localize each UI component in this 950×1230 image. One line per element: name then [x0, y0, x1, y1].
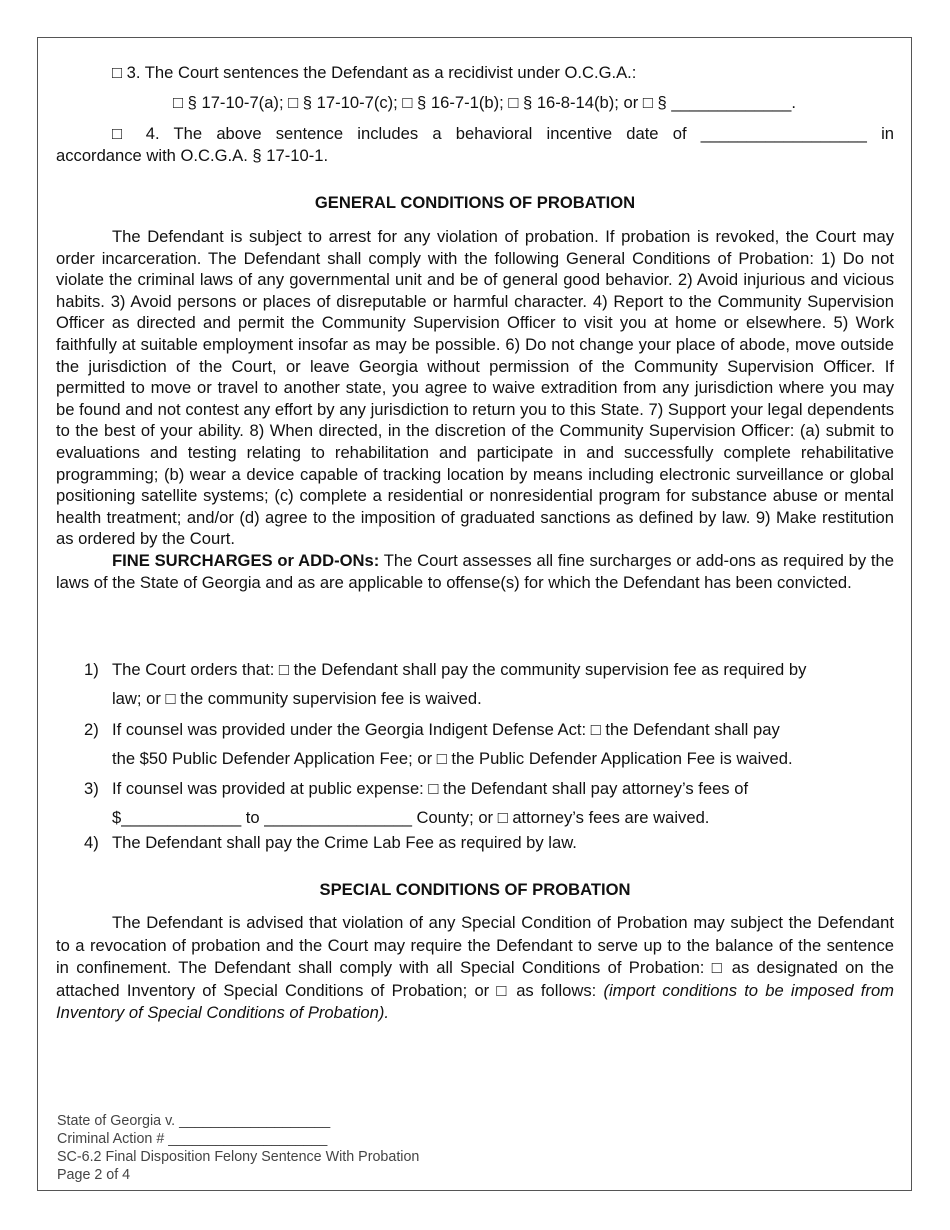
fine-item-number: 2): [84, 720, 99, 739]
special-conditions-text: The Defendant is advised that violation of any Special Condition of Probation may subject the Defendant to a revocation of probation and the Court may require the Defendant to serve up to the balance of the sentence in confinement. The Defendant shall comply with all Special Conditions of Probation: □ as designated on the attached Inventory of Special Conditions of Probation; or □ as follows:: [56, 913, 894, 1000]
fine-item-text: If counsel was provided at public expense: □ the Defendant shall pay attorney’s fees of: [112, 779, 749, 798]
fine-item-text: If counsel was provided under the Georgia Indigent Defense Act: □ the Defendant shall pay: [112, 720, 780, 739]
behavioral-incentive-block: [56, 123, 894, 166]
special-conditions-body: [56, 912, 894, 1025]
fine-item-number: 3): [84, 779, 99, 798]
fine-surcharges-label: FINE SURCHARGES or ADD-ONs:: [112, 550, 380, 570]
footer-case-caption: State of Georgia v. ___________________: [57, 1113, 331, 1129]
footer-page-number: Page 2 of 4: [57, 1167, 131, 1183]
fine-item-text: law; or □ the community supervision fee is waived.: [112, 689, 482, 708]
special-conditions-heading: SPECIAL CONDITIONS OF PROBATION: [319, 880, 631, 899]
footer-criminal-action: Criminal Action # ____________________: [57, 1131, 328, 1147]
fine-item-text: The Defendant shall pay the Crime Lab Fee as required by law.: [112, 833, 577, 852]
general-conditions-body: [56, 226, 894, 593]
behavioral-incentive-line-1: □ 4. The above sentence includes a behavioral incentive date of __________________ in: [112, 124, 894, 143]
fine-surcharges-paragraph: [56, 550, 894, 593]
general-conditions-heading: GENERAL CONDITIONS OF PROBATION: [314, 193, 636, 212]
page-footer: [57, 1112, 419, 1184]
fine-item-text: The Court orders that: □ the Defendant shall pay the community supervision fee as required by: [112, 660, 807, 679]
recidivist-code-sections: □ § 17-10-7(a); □ § 17-10-7(c); □ § 16-7-1(b); □ § 16-8-14(b); or □ § _____________.: [173, 93, 796, 112]
fine-item-text: the $50 Public Defender Application Fee; or □ the Public Defender Application Fee is waived.: [112, 749, 793, 768]
special-conditions-italic-note: (import conditions to be imposed from Inventory of Special Conditions of Probation).: [56, 980, 894, 1022]
fine-item-number: 4): [84, 833, 99, 852]
fine-surcharges-text: The Court assesses all fine surcharges or add-ons as required by the laws of the State of Georgia and as are applicable to offense(s) for which the Defendant has been convicted.: [56, 550, 894, 592]
fine-item-text: $_____________ to ________________ County; or □ attorney’s fees are waived.: [112, 808, 710, 827]
special-conditions-paragraph: [56, 912, 894, 1025]
recidivist-item-3: □ 3. The Court sentences the Defendant as a recidivist under O.C.G.A.:: [112, 63, 637, 82]
behavioral-incentive-line-2: accordance with O.C.G.A. § 17-10-1.: [56, 145, 329, 165]
fine-item-number: 1): [84, 660, 99, 679]
footer-form-title: SC-6.2 Final Disposition Felony Sentence With Probation: [57, 1149, 420, 1165]
general-conditions-text: The Defendant is subject to arrest for any violation of probation. If probation is revoked, the Court may order incarceration. The Defendant shall comply with the following General Conditions of Probation: 1) Do not violate the criminal laws of any governmental unit and be of general good behavior. 2) Avoid injurious and vicious habits. 3) Avoid persons or places of disreputable or harmful character. 4) Report to the Community Supervision Officer as directed and permit the Community Supervision Officer to visit you at home or elsewhere. 5) Work faithfully at suitable employment insofar as may be possible. 6) Do not change your place of abode, move outside the jurisdiction of the Court, or leave Georgia without permission of the Community Supervision Officer. If permitted to move or travel to another state, you agree to waive extradition from any jurisdiction where you may be found and not contest any effort by any jurisdiction to return you to this State. 7) Support your legal dependents to the best of your ability. 8) When directed, in the discretion of the Community Supervision Officer: (a) submit to evaluations and testing relating to rehabilitation and participate in and successfully complete rehabilitative programming; (b) wear a device capable of tracking location by means including electronic surveillance or global positioning satellite systems; (c) complete a residential or nonresidential program for substance abuse or mental health treatment; and/or (d) agree to the imposition of graduated sanctions as defined by law. 9) Make restitution as ordered by the Court.: [56, 227, 894, 549]
